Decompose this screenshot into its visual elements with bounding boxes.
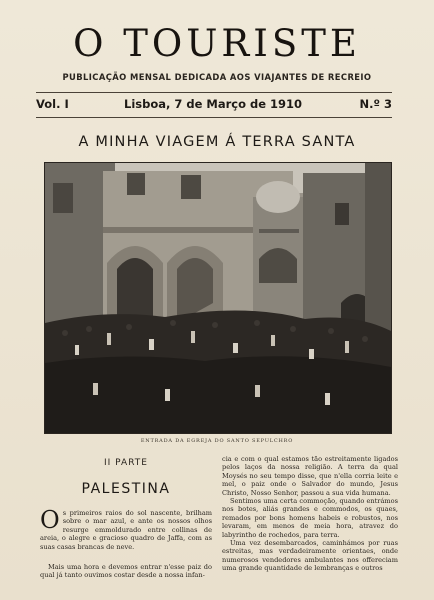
photo-caption: ENTRADA DA EGREJA DO SANTO SEPULCHRO: [140, 438, 294, 444]
issue-number: N.º 3: [359, 97, 392, 111]
bottom-rule: [36, 117, 392, 118]
right-paragraph-3: Uma vez desembarcados, caminhámos por ruas estreitas, mas verdadeiramente orientaes, onde numerosos vendedores ambulantes nos offereciam uma grande quantidade de lembranças e outros: [222, 539, 398, 573]
issue-volume: Vol. I: [36, 97, 69, 111]
issue-info-row: [36, 97, 392, 113]
chapter-title: PALESTINA: [81, 481, 171, 497]
church-photo-illustration: [45, 163, 391, 433]
drop-cap: O: [40, 506, 60, 534]
right-paragraph-2: Sentimos uma certa commoção, quando entrámos nos botes, aliás grandes e commodos, os quaes, remados por bons homens habeis e robustos, nos levaram, em menos de meia hora, atravez do labyrintho de rochedos, para terra.: [222, 497, 398, 539]
masthead-title: O TOURISTE: [73, 22, 361, 65]
top-rule: [36, 92, 392, 93]
left-column: [40, 455, 212, 580]
right-paragraph-1: cia e com o qual estamos tão estreitamente ligados pelos laços da nossa religião. A terra da qual Moysés no seu tempo disse, que n'ella corria leite e mel, o paiz onde o Salvador do mundo, Jesus Christo, Nosso Senhor, passou a sua vida humana.: [222, 455, 398, 497]
left-paragraph-2: Mais uma hora e devemos entrar n'esse paiz do qual já tanto ouvimos costar desde a nossa infan-: [40, 563, 212, 580]
right-column: [222, 455, 398, 573]
masthead-subtitle: PUBLICAÇÃO MENSAL DEDICADA AOS VIAJANTES DE RECREIO: [62, 72, 372, 82]
left-paragraph-1-text: s primeiros raios do sol nascente, brilham sobre o mar azul, e ante os nossos olhos resurge emmoldurado entre collinas de areia, o alegre e gracioso quadro de Jaffa, com as suas casas brancas de neve.: [40, 509, 212, 551]
left-paragraph-1: [40, 506, 212, 551]
issue-date: Lisboa, 7 de Março de 1910: [124, 97, 303, 111]
article-title: A MINHA VIAGEM Á TERRA SANTA: [78, 134, 356, 150]
church-photo: [44, 162, 392, 434]
part-label: II PARTE: [104, 458, 148, 468]
